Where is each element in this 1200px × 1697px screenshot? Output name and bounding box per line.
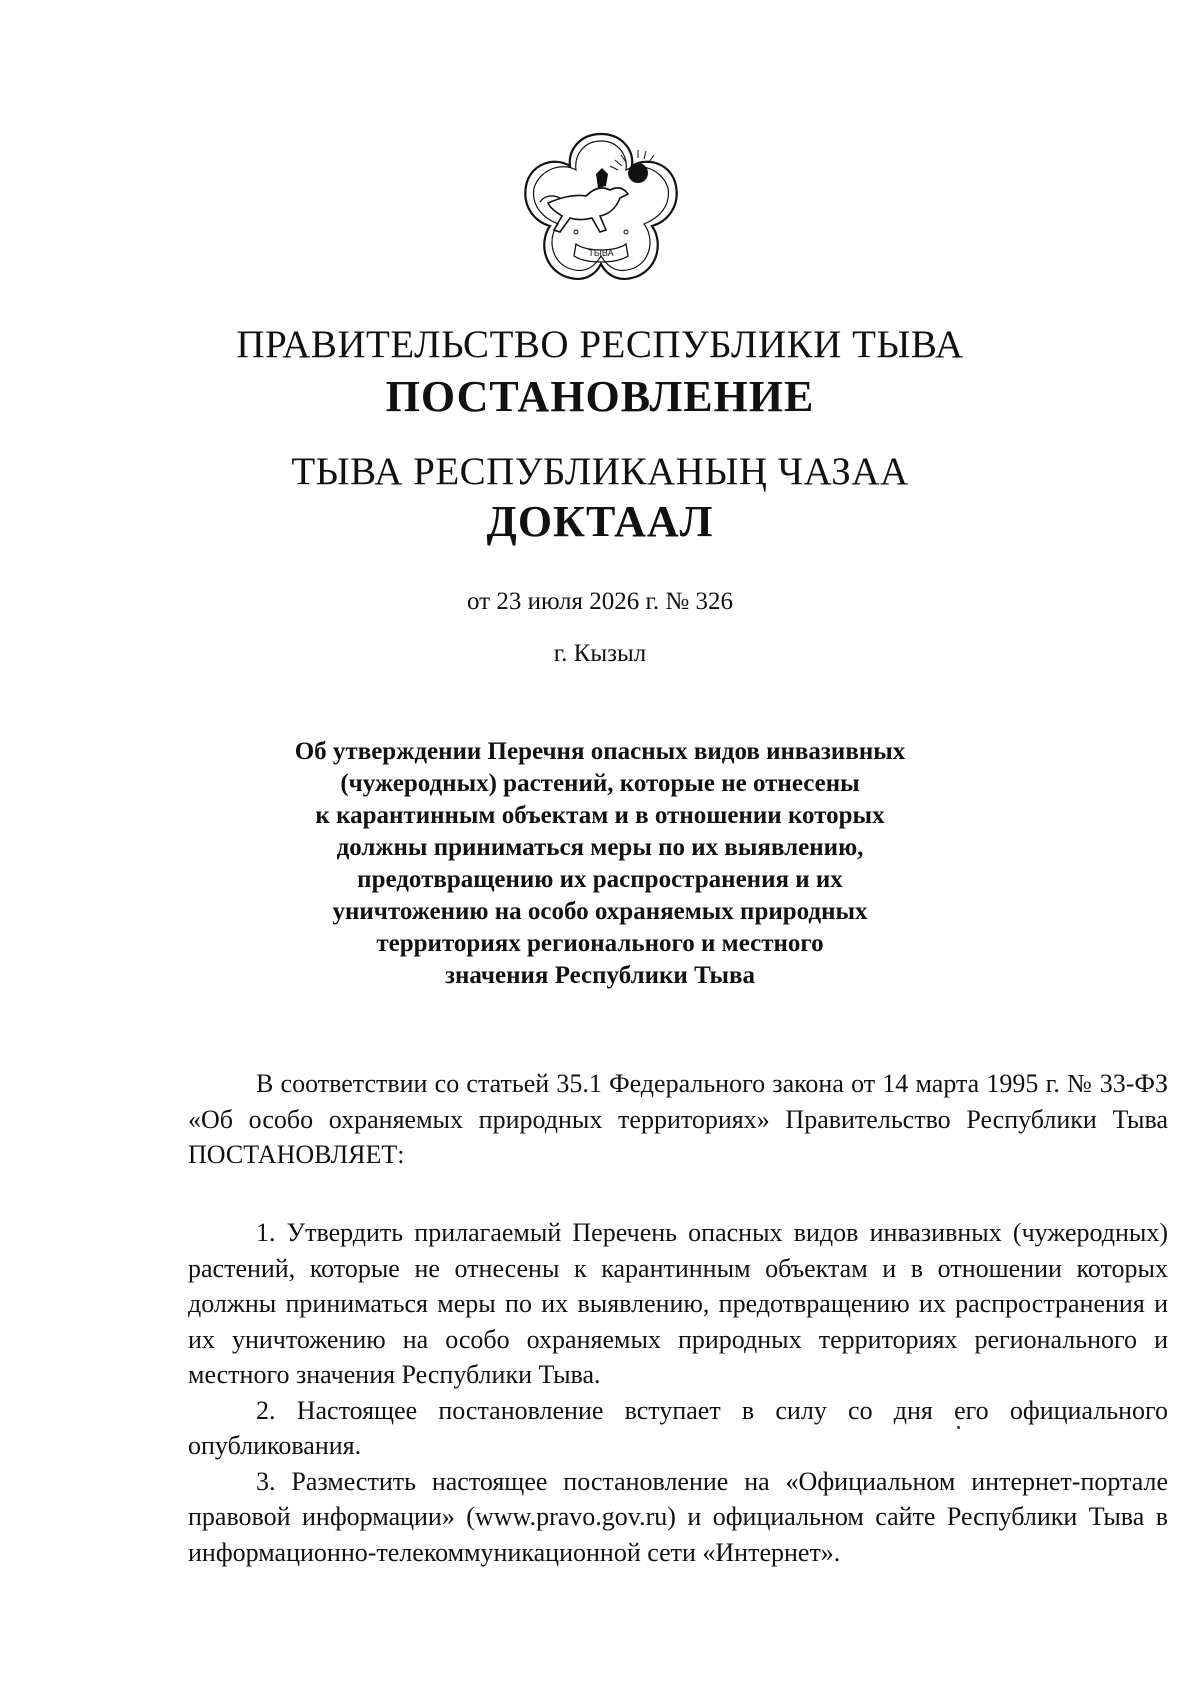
title-line: значения Республики Тыва [444, 962, 756, 989]
document-city: г. Кызыл [553, 640, 647, 667]
tuva-emblem-icon [520, 128, 682, 290]
preamble [188, 1066, 1168, 1173]
preamble-paragraph: В соответствии со статьей 35.1 Федерального закона от 14 марта 1995 г. № 33-ФЗ «Об особо охраняемых природных территориях» Правительство Республики Тыва ПОСТАНОВЛЯЕТ: [188, 1069, 1168, 1169]
decree-item-2: 2. Настоящее постановление вступает в силу со дня его официального опубликования. [188, 1395, 1168, 1460]
government-name-tv: ТЫВА РЕСПУБЛИКАНЫҢ ЧАЗАА [291, 450, 909, 493]
title-line: Об утверждении Перечня опасных видов инвазивных [294, 738, 906, 765]
document-type-ru: ПОСТАНОВЛЕНИЕ [385, 372, 815, 421]
decree-items [188, 1215, 1168, 1570]
title-line: предотвращению их распространения и их [357, 866, 843, 893]
title-line: (чужеродных) растений, которые не отнесены [340, 770, 860, 797]
title-line: уничтожению на особо охраняемых природных [332, 898, 868, 925]
document-title [200, 736, 1000, 992]
document-type-tv: ДОКТААЛ [486, 497, 714, 546]
title-line: должны приниматься меры по их выявлению, [336, 834, 864, 861]
document-date-number: от 23 июля 2026 г. № 326 [466, 588, 734, 615]
svg-text:ТЫВА: ТЫВА [588, 248, 614, 258]
title-line: к карантинным объектам и в отношении которых [315, 802, 885, 829]
decree-item-1: 1. Утвердить прилагаемый Перечень опасных видов инвазивных (чужеродных) растений, которые не отнесены к карантинным объектам и в отношении которых должны приниматься меры по их выявлению, предотвращению их распространения и их уничтожению на особо охраняемых природных территориях регионального и местного значения Республики Тыва. [188, 1218, 1168, 1389]
title-line: территориях регионального и местного [376, 930, 824, 957]
scan-speck [957, 1426, 960, 1429]
government-name-ru: ПРАВИТЕЛЬСТВО РЕСПУБЛИКИ ТЫВА [236, 323, 964, 366]
decree-item-3: 3. Разместить настоящее постановление на «Официальном интернет-портале правовой информации» (www.pravo.gov.ru) и официальном сайте Республики Тыва в информационно-телекоммуникационной сети «Интернет». [188, 1466, 1168, 1567]
